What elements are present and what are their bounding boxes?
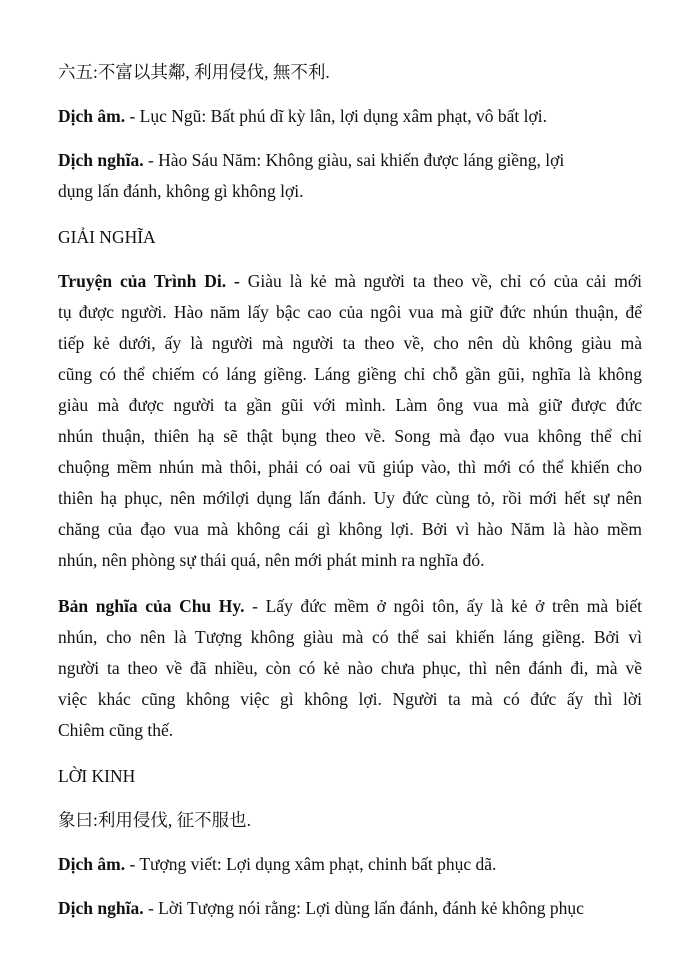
line-text: 象曰:利用侵伐, 征不服也.: [58, 810, 251, 830]
line-text: giàu mà được người ta gần gũi với mình. Làm ông vua mà giữ được đức: [58, 395, 642, 415]
text-line: [58, 328, 642, 359]
text-line: [58, 761, 642, 792]
line-text: chuộng mềm nhún mà thôi, phải có oai vũ giúp vào, thì mới có thể khiến cho: [58, 457, 642, 477]
text-line: [58, 390, 642, 421]
line-text: - Tượng viết: Lợi dụng xâm phạt, chinh bất phục dã.: [125, 854, 497, 874]
line-text: - Lấy đức mềm ở ngôi tôn, ấy là kẻ ở trên mà biết: [244, 596, 642, 616]
paragraph: [58, 145, 642, 207]
paragraph-lead: Dịch âm.: [58, 106, 126, 126]
paragraph: [58, 222, 642, 253]
text-line: [58, 849, 642, 880]
line-text: tụ được người. Hào năm lấy bậc cao của ngôi vua mà giữ đức nhún thuận, để: [58, 302, 642, 322]
line-text: Giàu là kẻ mà người ta theo về, chỉ có của cải mới: [239, 271, 642, 291]
line-text: việc khác cũng không việc gì không lợi. Người ta mà có đức ấy thì lời: [58, 689, 642, 709]
paragraph-lead: Bản nghĩa của Chu Hy.: [58, 596, 245, 616]
line-text: 六五:不富以其鄰, 利用侵伐, 無不利.: [58, 62, 330, 82]
text-line: [58, 514, 642, 545]
text-line: [58, 622, 642, 653]
text-line: [58, 359, 642, 390]
text-line: [58, 101, 642, 132]
line-text: Chiêm cũng thế.: [58, 720, 174, 740]
text-line: [58, 222, 642, 253]
line-text: - Lục Ngũ: Bất phú dĩ kỳ lân, lợi dụng xâm phạt, vô bất lợi.: [125, 106, 548, 126]
text-line: [58, 421, 642, 452]
paragraph: [58, 57, 642, 88]
line-text: GIẢI NGHĨA: [58, 227, 156, 247]
line-text: cũng có thể chiếm có láng giềng. Láng giềng chỉ chỗ gần gũi, nghĩa là không: [58, 364, 642, 384]
text-line: [58, 893, 642, 924]
text-line: [58, 176, 642, 207]
paragraph-lead: Dịch âm.: [58, 854, 126, 874]
paragraph: [58, 849, 642, 880]
text-line: [58, 145, 642, 176]
paragraph: [58, 266, 642, 576]
text-line: [58, 452, 642, 483]
text-line: [58, 297, 642, 328]
text-line: [58, 266, 642, 297]
paragraph: [58, 893, 642, 924]
text-line: [58, 805, 642, 836]
line-text: dụng lấn đánh, không gì không lợi.: [58, 181, 304, 201]
line-text: thiên hạ phục, nên mớilợi dụng lấn đánh. Uy đức cùng tỏ, rồi mới hết sự nên: [58, 488, 642, 508]
text-line: [58, 715, 642, 746]
line-text: nhún thuận, thiên hạ sẽ thật bụng theo về. Song mà đạo vua không thể chỉ: [58, 426, 642, 446]
paragraph-lead: Dịch nghĩa.: [58, 150, 144, 170]
paragraph: [58, 101, 642, 132]
text-line: [58, 653, 642, 684]
text-line: [58, 483, 642, 514]
line-text: tiếp kẻ dưới, ấy là người mà người ta theo về, cho nên dù không giàu mà: [58, 333, 642, 353]
line-text: chăng của đạo vua mà không cái gì không lợi. Bởi vì hào Năm là hào mềm: [58, 519, 642, 539]
paragraph: [58, 805, 642, 836]
line-text: LỜI KINH: [58, 766, 136, 786]
line-text: nhún, cho nên là Tượng không giàu mà có thể sai khiến láng giềng. Bởi vì: [58, 627, 642, 647]
text-line: [58, 545, 642, 576]
paragraph-lead: Dịch nghĩa.: [58, 898, 144, 918]
text-line: [58, 684, 642, 715]
text-line: [58, 57, 642, 88]
document-page: [58, 57, 642, 937]
line-text: nhún, nên phòng sự thái quá, nên mới phát minh ra nghĩa đó.: [58, 550, 485, 570]
paragraph: [58, 591, 642, 746]
line-text: - Hào Sáu Năm: Không giàu, sai khiến được láng giềng, lợi: [143, 150, 565, 170]
text-line: [58, 591, 642, 622]
line-text: người ta theo về đã nhiều, còn có kẻ nào chưa phục, thì nên đánh đi, mà về: [58, 658, 642, 678]
paragraph: [58, 761, 642, 792]
paragraph-lead: Truyện của Trình Di. -: [58, 271, 240, 291]
line-text: - Lời Tượng nói rằng: Lợi dùng lấn đánh, đánh kẻ không phục: [143, 898, 584, 918]
